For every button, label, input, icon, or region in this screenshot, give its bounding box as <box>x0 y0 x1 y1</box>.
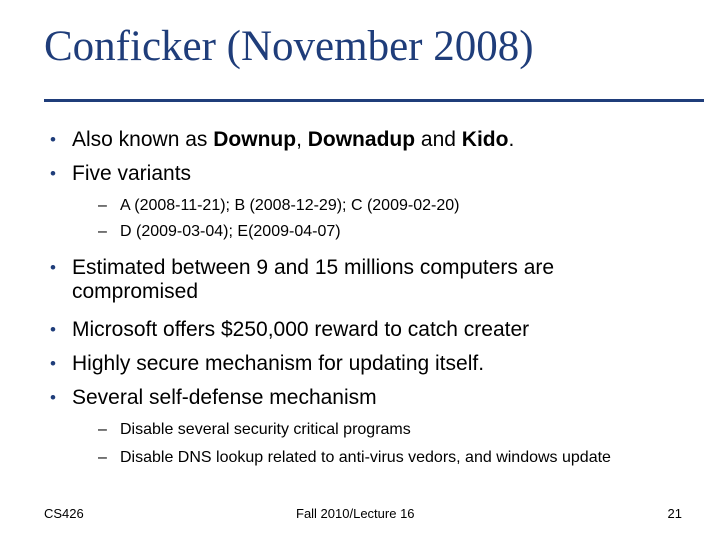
bullet-icon: • <box>50 164 56 183</box>
bullet-text: Five variants <box>72 162 192 185</box>
alias-downup: Downup <box>213 128 297 151</box>
sub-bullet-defense <box>98 448 668 468</box>
title-divider <box>44 99 704 102</box>
dash-icon: – <box>98 197 107 214</box>
text-fragment: , <box>296 128 308 151</box>
bullet-icon: • <box>50 388 56 407</box>
text-fragment: Also known as <box>72 128 214 151</box>
bullet-text <box>72 128 680 152</box>
bullet-icon: • <box>50 130 56 149</box>
sub-bullet-variant-list <box>98 222 668 242</box>
bullet-text: Several self-defense mechanism <box>72 386 377 409</box>
footer-page-number: 21 <box>667 506 682 521</box>
bullet-reward <box>50 318 680 342</box>
bullet-aliases <box>50 128 680 152</box>
bullet-text: Microsoft offers $250,000 reward to catch creater <box>72 318 530 341</box>
sub-bullet-text: A (2008-11-21); B (2008-12-29); C (2009-02-20) <box>120 197 460 214</box>
dash-icon: – <box>98 223 107 240</box>
bullet-text: Estimated between 9 and 15 millions computers are compromised <box>72 256 555 303</box>
sub-bullet-text: Disable DNS lookup related to anti-virus vedors, and windows update <box>120 449 611 466</box>
bullet-icon: • <box>50 320 56 339</box>
bullet-text: Highly secure mechanism for updating itself. <box>72 352 485 375</box>
sub-bullet-defense <box>98 420 668 440</box>
alias-kido: Kido <box>461 128 509 151</box>
sub-bullet-variant-list <box>98 196 668 216</box>
bullet-icon: • <box>50 258 56 277</box>
dash-icon: – <box>98 449 107 466</box>
dash-icon: – <box>98 421 107 438</box>
footer-course: CS426 <box>44 506 84 521</box>
sub-bullet-text: D (2009-03-04); E(2009-04-07) <box>120 223 341 240</box>
slide-title: Conficker (November 2008) <box>44 23 534 70</box>
alias-downadup: Downadup <box>307 128 416 151</box>
bullet-estimate <box>50 256 680 304</box>
bullet-self-defense <box>50 386 680 410</box>
bullet-icon: • <box>50 354 56 373</box>
text-fragment: . <box>508 128 515 151</box>
bullet-variants <box>50 162 680 186</box>
footer-lecture: Fall 2010/Lecture 16 <box>296 506 415 521</box>
text-fragment: and <box>415 128 462 151</box>
sub-bullet-text: Disable several security critical programs <box>120 421 411 438</box>
bullet-update-mechanism <box>50 352 680 376</box>
